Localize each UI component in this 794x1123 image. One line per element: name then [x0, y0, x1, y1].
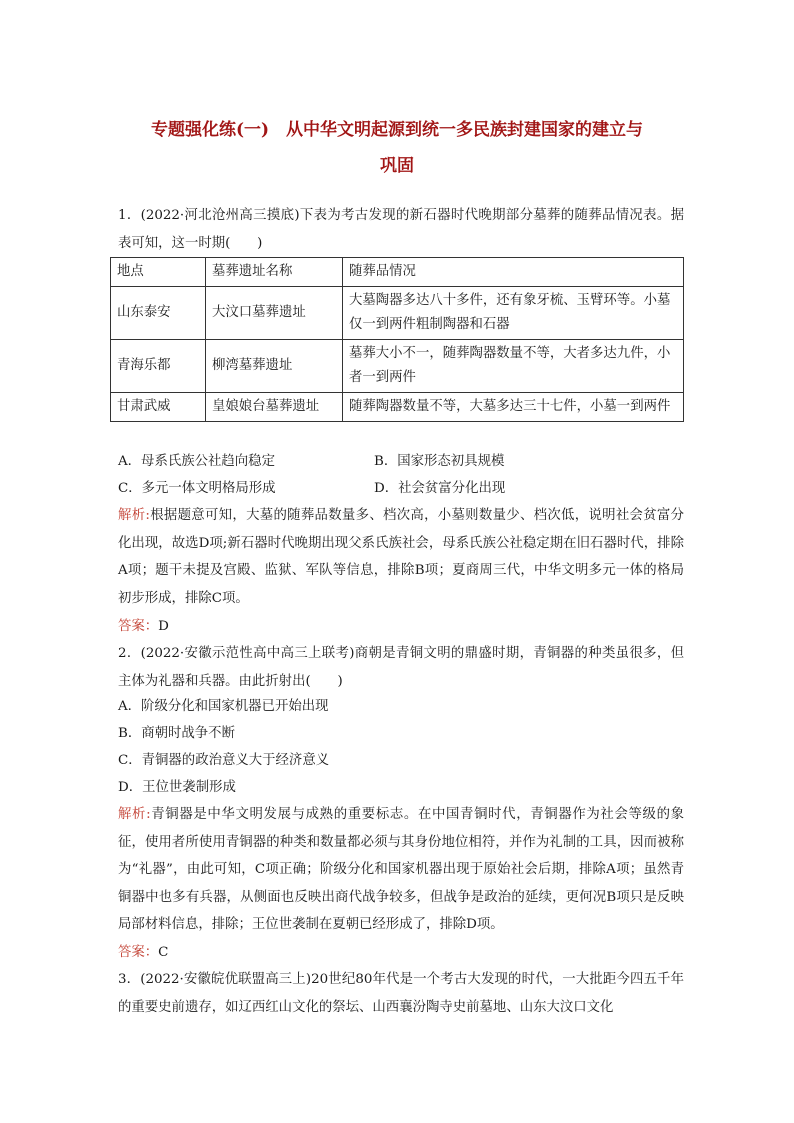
table-row — [111, 393, 684, 422]
tomb-table — [110, 257, 684, 422]
q2-option-b: B．商朝时战争不断 — [118, 726, 235, 741]
q1-option-b: B．国家形态初具规模 — [374, 454, 505, 469]
table-cell: 大墓陶器多达八十多件，还有象牙梳、玉臂环等。小墓仅一到两件粗制陶器和石器 — [343, 287, 684, 340]
page-title — [110, 112, 684, 184]
table-cell: 随葬陶器数量不等，大墓多达三十七件，小墓一到两件 — [343, 393, 684, 422]
q1-analysis-text: 根据题意可知，大墓的随葬品数量多、档次高，小墓则数量少、档次低，说明社会贫富分化出现，故选D项;新石器时代晚期出现父系氏族社会，母系氏族公社稳定期在旧石器时代，排除A项；题干未提及宫殿、监狱、军队等信息，排除B项；夏商周三代，中华文明多元一体的格局初步形成，排除C项。 — [118, 508, 684, 606]
table-cell: 大汶口墓葬遗址 — [206, 287, 343, 340]
q1-analysis — [118, 502, 684, 612]
q2-option-a: A．阶级分化和国家机器已开始出现 — [118, 699, 329, 714]
q2-option-d: D．王位世袭制形成 — [118, 780, 236, 795]
table-row — [111, 340, 684, 393]
q2-stem: 2．(2022·安徽示范性高中高三上联考)商朝是青铜文明的鼎盛时期，青铜器的种类虽很多，但主体为礼器和兵器。由此折射出( ) — [118, 646, 684, 689]
q1-answer-value: D — [158, 619, 169, 634]
q3-stem: 3．(2022·安徽皖优联盟高三上)20世纪80年代是一个考古大发现的时代，一大批距今四五千年的重要史前遗存，如辽西红山文化的祭坛、山西襄汾陶寺史前墓地、山东大汶口文化 — [118, 972, 684, 1015]
q2-option-c: C．青铜器的政治意义大于经济意义 — [118, 753, 330, 768]
answer-label: 答案： — [118, 619, 159, 634]
analysis-label: 解析: — [118, 807, 151, 822]
analysis-label: 解析: — [118, 508, 150, 523]
q2-analysis — [118, 801, 684, 939]
title-line-2: 巩固 — [380, 156, 414, 176]
table-header-location: 地点 — [111, 258, 206, 287]
table-cell: 甘肃武威 — [111, 393, 206, 422]
q1-option-d: D．社会贫富分化出现 — [374, 481, 506, 496]
table-row — [111, 287, 684, 340]
title-line-1: 专题强化练(一) 从中华文明起源到统一多民族封建国家的建立与 — [150, 120, 644, 140]
table-cell: 青海乐都 — [111, 340, 206, 393]
table-header-row — [111, 258, 684, 287]
table-cell: 皇娘娘台墓葬遗址 — [206, 393, 343, 422]
q1-option-a: A．母系氏族公社趋向稳定 — [118, 454, 275, 469]
table-cell: 柳湾墓葬遗址 — [206, 340, 343, 393]
q1-option-c: C．多元一体文明格局形成 — [118, 481, 276, 496]
q2-analysis-text: 青铜器是中华文明发展与成熟的重要标志。在中国青铜时代，青铜器作为社会等级的象征，使用者所使用青铜器的种类和数量都必须与其身份地位相符，并作为礼制的工具，因而被称为“礼器”，由此可知，C项正确；阶级分化和国家机器出现于原始社会后期，排除A项；虽然青铜器中也多有兵器，从侧面也反映出商代战争较多，但战争是政治的延续，更何况B项只是反映局部材料信息，排除；王位世袭制在夏朝已经形成了，排除D项。 — [118, 807, 685, 932]
table-cell: 山东泰安 — [111, 287, 206, 340]
table-header-site: 墓葬遗址名称 — [206, 258, 343, 287]
q1-answer — [118, 613, 684, 641]
table-cell: 墓葬大小不一，随葬陶器数量不等，大者多达九件，小者一到两件 — [343, 340, 684, 393]
q2-answer-value: C — [158, 945, 169, 960]
q1-stem: 1．(2022·河北沧州高三摸底)下表为考古发现的新石器时代晚期部分墓葬的随葬品情况表。据表可知，这一时期( ) — [118, 208, 684, 251]
table-header-goods: 随葬品情况 — [343, 258, 684, 287]
answer-label: 答案： — [118, 945, 159, 960]
q2-answer — [118, 939, 684, 967]
